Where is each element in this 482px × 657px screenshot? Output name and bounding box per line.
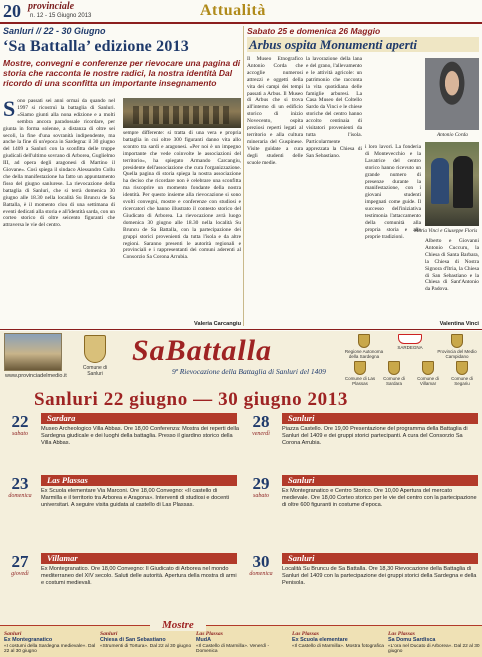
exhibition-venue: Sa Domu Sardisca xyxy=(388,637,436,644)
event-subtitle: 9ª Rievocazione della Battaglia di Sanluri del 1409 xyxy=(172,367,326,376)
day-weekday: domenica xyxy=(249,571,273,577)
program-column-left xyxy=(3,413,239,623)
article-column xyxy=(425,238,479,318)
article-monumenti-aperti xyxy=(247,26,479,328)
exhibitions-title: Mostre xyxy=(150,619,206,631)
page-number: 20 xyxy=(3,1,21,21)
day-weekday: domenica xyxy=(8,493,32,499)
exhibition-detail: «L'ora nel Ducato di Arborea». Dal 22 al 30 giugno xyxy=(388,643,480,655)
day-details: Località Su Bruncu de Sa Battalla. Ore 18,30 Rievocazione della Battaglia di Sanluri del 1409 con la partecipazione dei gruppi storici della Sardegna e della Penisola. xyxy=(282,566,477,586)
day-details: Ex Montegranatico. Ore 18,00 Convegno: Il Giudicato di Arborea nel mondo mediterraneo del XIV secolo. Saluti delle autorità. Apertura della mostra di armi e costumi medievali. xyxy=(41,566,237,586)
exhibition-item xyxy=(4,631,96,657)
sardegna-flag-icon xyxy=(398,334,422,344)
province-emblem-icon xyxy=(451,334,463,348)
exhibition-item xyxy=(388,631,480,657)
article-text: Alberto e Giovanni Antonio Cuccuru, la Chiesa di Santa Barbara, la Chiesa di Nostra Signora d'Itria, la Chiesa di San Sebastiano e la Chiesa di Sant'Antonio da Padova. xyxy=(425,238,479,293)
exhibition-place: Las Plassas xyxy=(292,631,319,637)
day-place: Sardara xyxy=(47,413,76,423)
region-emblem-icon xyxy=(358,334,370,348)
day-details: Ex Montegranatico e Centro Storico. Ore 10,00 Apertura del mercato medievale. Ore 18,00 Corteo storico per le vie del centro con la partecipazione di oltre 600 figuranti in costume d'epoca. xyxy=(282,488,477,508)
program-column-right xyxy=(244,413,480,623)
brand-logo: provinciale xyxy=(28,1,75,12)
municipal-crest-icon xyxy=(456,361,468,375)
event-banner xyxy=(0,331,482,657)
portrait-photo xyxy=(425,58,479,130)
article-dateline: Sabato 25 e domenica 26 Maggio xyxy=(247,26,381,36)
exhibition-venue: Ex Scuola elementare xyxy=(292,637,348,644)
exhibition-venue: MudA xyxy=(196,637,211,644)
article-deck: Mostre, convegni e conferenze per rievocare una pagina di storia che racconta le nostre radici, la nostra identità Dal ricordo di una sconfitta un importante insegnamento xyxy=(3,58,241,88)
article-columns xyxy=(3,98,241,328)
event-date-range: Sanluri 22 giugno — 30 giugno 2013 xyxy=(34,389,348,410)
article-byline: Valeria Carcangiu xyxy=(194,321,241,327)
municipal-crest-icon xyxy=(422,361,434,375)
section-rule xyxy=(0,329,482,330)
sponsor-logo: SARDEGNA xyxy=(388,334,432,350)
sponsor-logo: Regione Autonoma della Sardegna xyxy=(344,334,384,359)
municipal-crest-icon xyxy=(354,361,366,375)
article-column xyxy=(3,98,115,326)
article-column xyxy=(123,130,241,326)
photo-caption: Antonio Corda xyxy=(437,132,468,138)
masthead xyxy=(0,0,482,24)
day-weekday: giovedì xyxy=(11,571,29,577)
exhibition-place: Las Plassas xyxy=(388,631,415,637)
day-place-strip xyxy=(282,553,478,564)
day-place: Villamar xyxy=(47,553,78,563)
article-column xyxy=(365,144,421,328)
sponsor-logo: Comune di Las Plassas xyxy=(344,361,376,386)
article-column xyxy=(247,56,303,328)
event-logo: SaBattalla xyxy=(132,334,273,367)
day-place-strip xyxy=(282,413,478,424)
day-place: Las Plassas xyxy=(47,475,88,485)
article-text: Il Museo Etnografico Antonio Corda che accoglie numerosi attrezzi e oggetti della vita dei campi dei tempi passati a Arbus. Il Museo di Arbus che si trova all'interno di un edificio storico di inizio Novecento, ospita preziosi reperti legati al territorio e alla cultura mineraria del Guspinese. Visite guidate a cura degli studenti delle scuole medie. xyxy=(247,56,303,166)
sponsor-logo: Comune di Villamar xyxy=(412,361,444,386)
exhibition-detail: «Il Castello di Marmilla». Venerdì - Domenica xyxy=(196,643,270,655)
exhibition-detail: «Strumenti di Tortura». Dal 22 al 30 giugno xyxy=(100,643,192,649)
coat-of-arms-icon xyxy=(84,335,106,363)
exhibition-place: Sanluri xyxy=(100,631,118,637)
article-dateline: Sanluri // 22 - 30 Giugno xyxy=(3,26,106,36)
article-text: ono passati sei anni ormai da quando nel 1997 si ricostruì la battaglia di Sanluri. «Siamo giunti alla nona edizione e a molti sembra ancora paradossale ricordare, per giunta in forma solenne, a distanza di oltre sei secoli, la fine d'una sovranità indipendente, ma anche la fine di un'epoca in Sardegna: il 30 giugno del 1409 a Sanluri con la sconfitta delle truppe giudicali dell'ultimo sovrano di Arborea, Guglielmo III, ad opera degli aragonesi di Martino il Giovane». Così spiega il sindaco Alessandro Collu che della manifestazione ha fatto un appuntamento fisso del giugno sanlurese. La rievocazione della battaglia di Sanluri, che si terrà domenica 30 giugno alle 18.30 nella località Su Bruncu de Sa Battalla, è il momento clou di una settimana di eventi dedicati alla storia e all'identità sarda, con un corteo storico di oltre seicento figuranti che attraversa le vie del centro. xyxy=(3,98,115,229)
sponsor-logo: Provincia del Medio Campidano xyxy=(436,334,478,359)
day-weekday: sabato xyxy=(11,431,28,437)
day-weekday: sabato xyxy=(252,493,269,499)
exhibition-item xyxy=(292,631,384,657)
exhibition-detail: «Il Castello di Marmilla». Mostra fotografica xyxy=(292,643,384,649)
day-details: Ex Scuola elementare Via Marconi. Ore 18,00 Convegno: «Il castello di Marmilla e il territorio tra Arborea e Aragona». Interventi di studiosi e docenti universitari. A seguire visita guidata al castello di Las Plassas. xyxy=(41,488,230,508)
sponsor-logos xyxy=(344,334,478,386)
exhibition-item xyxy=(196,631,288,657)
article-text: la lavorazione della lana e del grano, l'allevamento e le attività agricole: un patrimonio che racconta la vita quotidiana delle famiglie arburesi. La Casa Museo del Coltello Sardo da Vinci e le chiese storiche del centro hanno accolto centinaia di visitatori provenienti da tutta l'isola. Particolarmente apprezzata la Chiesa di San Sebastiano. xyxy=(306,56,362,159)
day-number: 27 xyxy=(11,552,29,571)
issue-info: n. 12 - 15 Giugno 2013 xyxy=(30,13,92,19)
exhibition-item xyxy=(100,631,192,657)
day-number: 30 xyxy=(252,552,270,571)
exhibition-place: Las Plassas xyxy=(196,631,223,637)
coat-of-arms-caption: Comune di Sanluri xyxy=(82,365,108,377)
photo-caption: Maria Vinci e Giuseppe Floris xyxy=(414,228,478,234)
article-photo xyxy=(123,98,241,128)
day-number: 29 xyxy=(252,474,270,493)
day-place: Sanluri xyxy=(288,475,315,485)
section-title: Attualità xyxy=(200,2,266,19)
sponsor-logo: Comune di Segariu xyxy=(446,361,478,386)
article-byline: Valentina Vinci xyxy=(439,321,479,327)
day-place-strip xyxy=(282,475,478,486)
sponsor-logo: Comune di Sardara xyxy=(378,361,410,386)
exhibition-place: Sanluri xyxy=(4,631,22,637)
day-place: Sanluri xyxy=(288,553,315,563)
day-place-strip xyxy=(41,413,237,424)
column-divider xyxy=(243,26,244,326)
banner-header xyxy=(0,331,482,387)
article-text: i loro lavori. La fonderia di Montevecchio e la Lavatrice del centro storico hanno ricevuto un grande numero di presenze durante la manifestazione, con i giovani studenti impegnati come guide. Il successo dell'iniziativa testimonia l'attaccamento della comunità alla propria storia e alle proprie tradizioni. xyxy=(365,144,421,240)
article-headline: Arbus ospita Monumenti aperti xyxy=(247,37,479,52)
day-place: Sanluri xyxy=(288,413,315,423)
municipal-crest-icon xyxy=(388,361,400,375)
article-headline: ‘Sa Battalla’ edizione 2013 xyxy=(3,38,189,55)
article-text: sempre differente: si tratta di una vera e propria battaglia in cui oltre 300 figuranti danno vita allo scontro tra sardi e aragonesi. «Per noi è un impegno importante che vede coinvolte le associazioni del territorio», ha spiegato Armando Carcangiu, presidente dell'associazione che cura l'organizzazione. Quella pagina di storia spiega la nostra associazione ha deciso che ricordare non è celebrare una sconfitta ma riscoprire un momento fondante della nostra identità. Per questo insieme alla rievocazione si sono svolti convegni, mostre e conferenze con studiosi e ricercatori che hanno illustrato il contesto storico del Giudicato di Arborea. La rievocazione avrà luogo domenica 30 giugno alle 18.30 nella località Su Bruncu de Sa Battalla, con la partecipazione dei gruppi storici provenienti da tutta l'isola e da altre regioni. Saranno presenti le autorità regionali e provinciali e i rappresentanti dei comuni aderenti al Consorzio Sa Corona Arrubia. xyxy=(123,130,241,261)
day-weekday: venerdì xyxy=(252,431,270,437)
website-link[interactable]: www.provinciadelmedio.it xyxy=(5,373,67,379)
day-details: Piazza Castello. Ore 19,00 Presentazione del programma della Battaglia di Sanluri del 1409 e dei gruppi storici partecipanti. A cura del Consorzio Sa Corona Arrubia. xyxy=(282,426,468,446)
day-number: 23 xyxy=(11,474,29,493)
exhibition-venue: Chiesa di San Sebastiano xyxy=(100,637,166,644)
day-number: 28 xyxy=(252,412,270,431)
exhibition-detail: «I costumi della Sardegna medievale». Dal 22 al 30 giugno xyxy=(4,643,96,655)
day-number: 22 xyxy=(11,412,29,431)
article-column xyxy=(306,56,362,328)
couple-photo xyxy=(425,142,479,226)
reenactment-photo xyxy=(4,333,62,371)
day-place-strip xyxy=(41,475,237,486)
exhibitions-band xyxy=(0,619,482,657)
day-place-strip xyxy=(41,553,237,564)
masthead-rule xyxy=(0,22,482,24)
drop-cap: S xyxy=(3,98,16,121)
day-details: Museo Archeologico Villa Abbas. Ore 18,00 Conferenza: Mostra dei reperti della Sardegna giudicale e dei luoghi della battaglia. Presso il giardino storico della Villa Abbas. xyxy=(41,426,239,446)
article-sa-battalla xyxy=(3,26,241,328)
exhibition-venue: Ex Montegranatico xyxy=(4,637,53,644)
